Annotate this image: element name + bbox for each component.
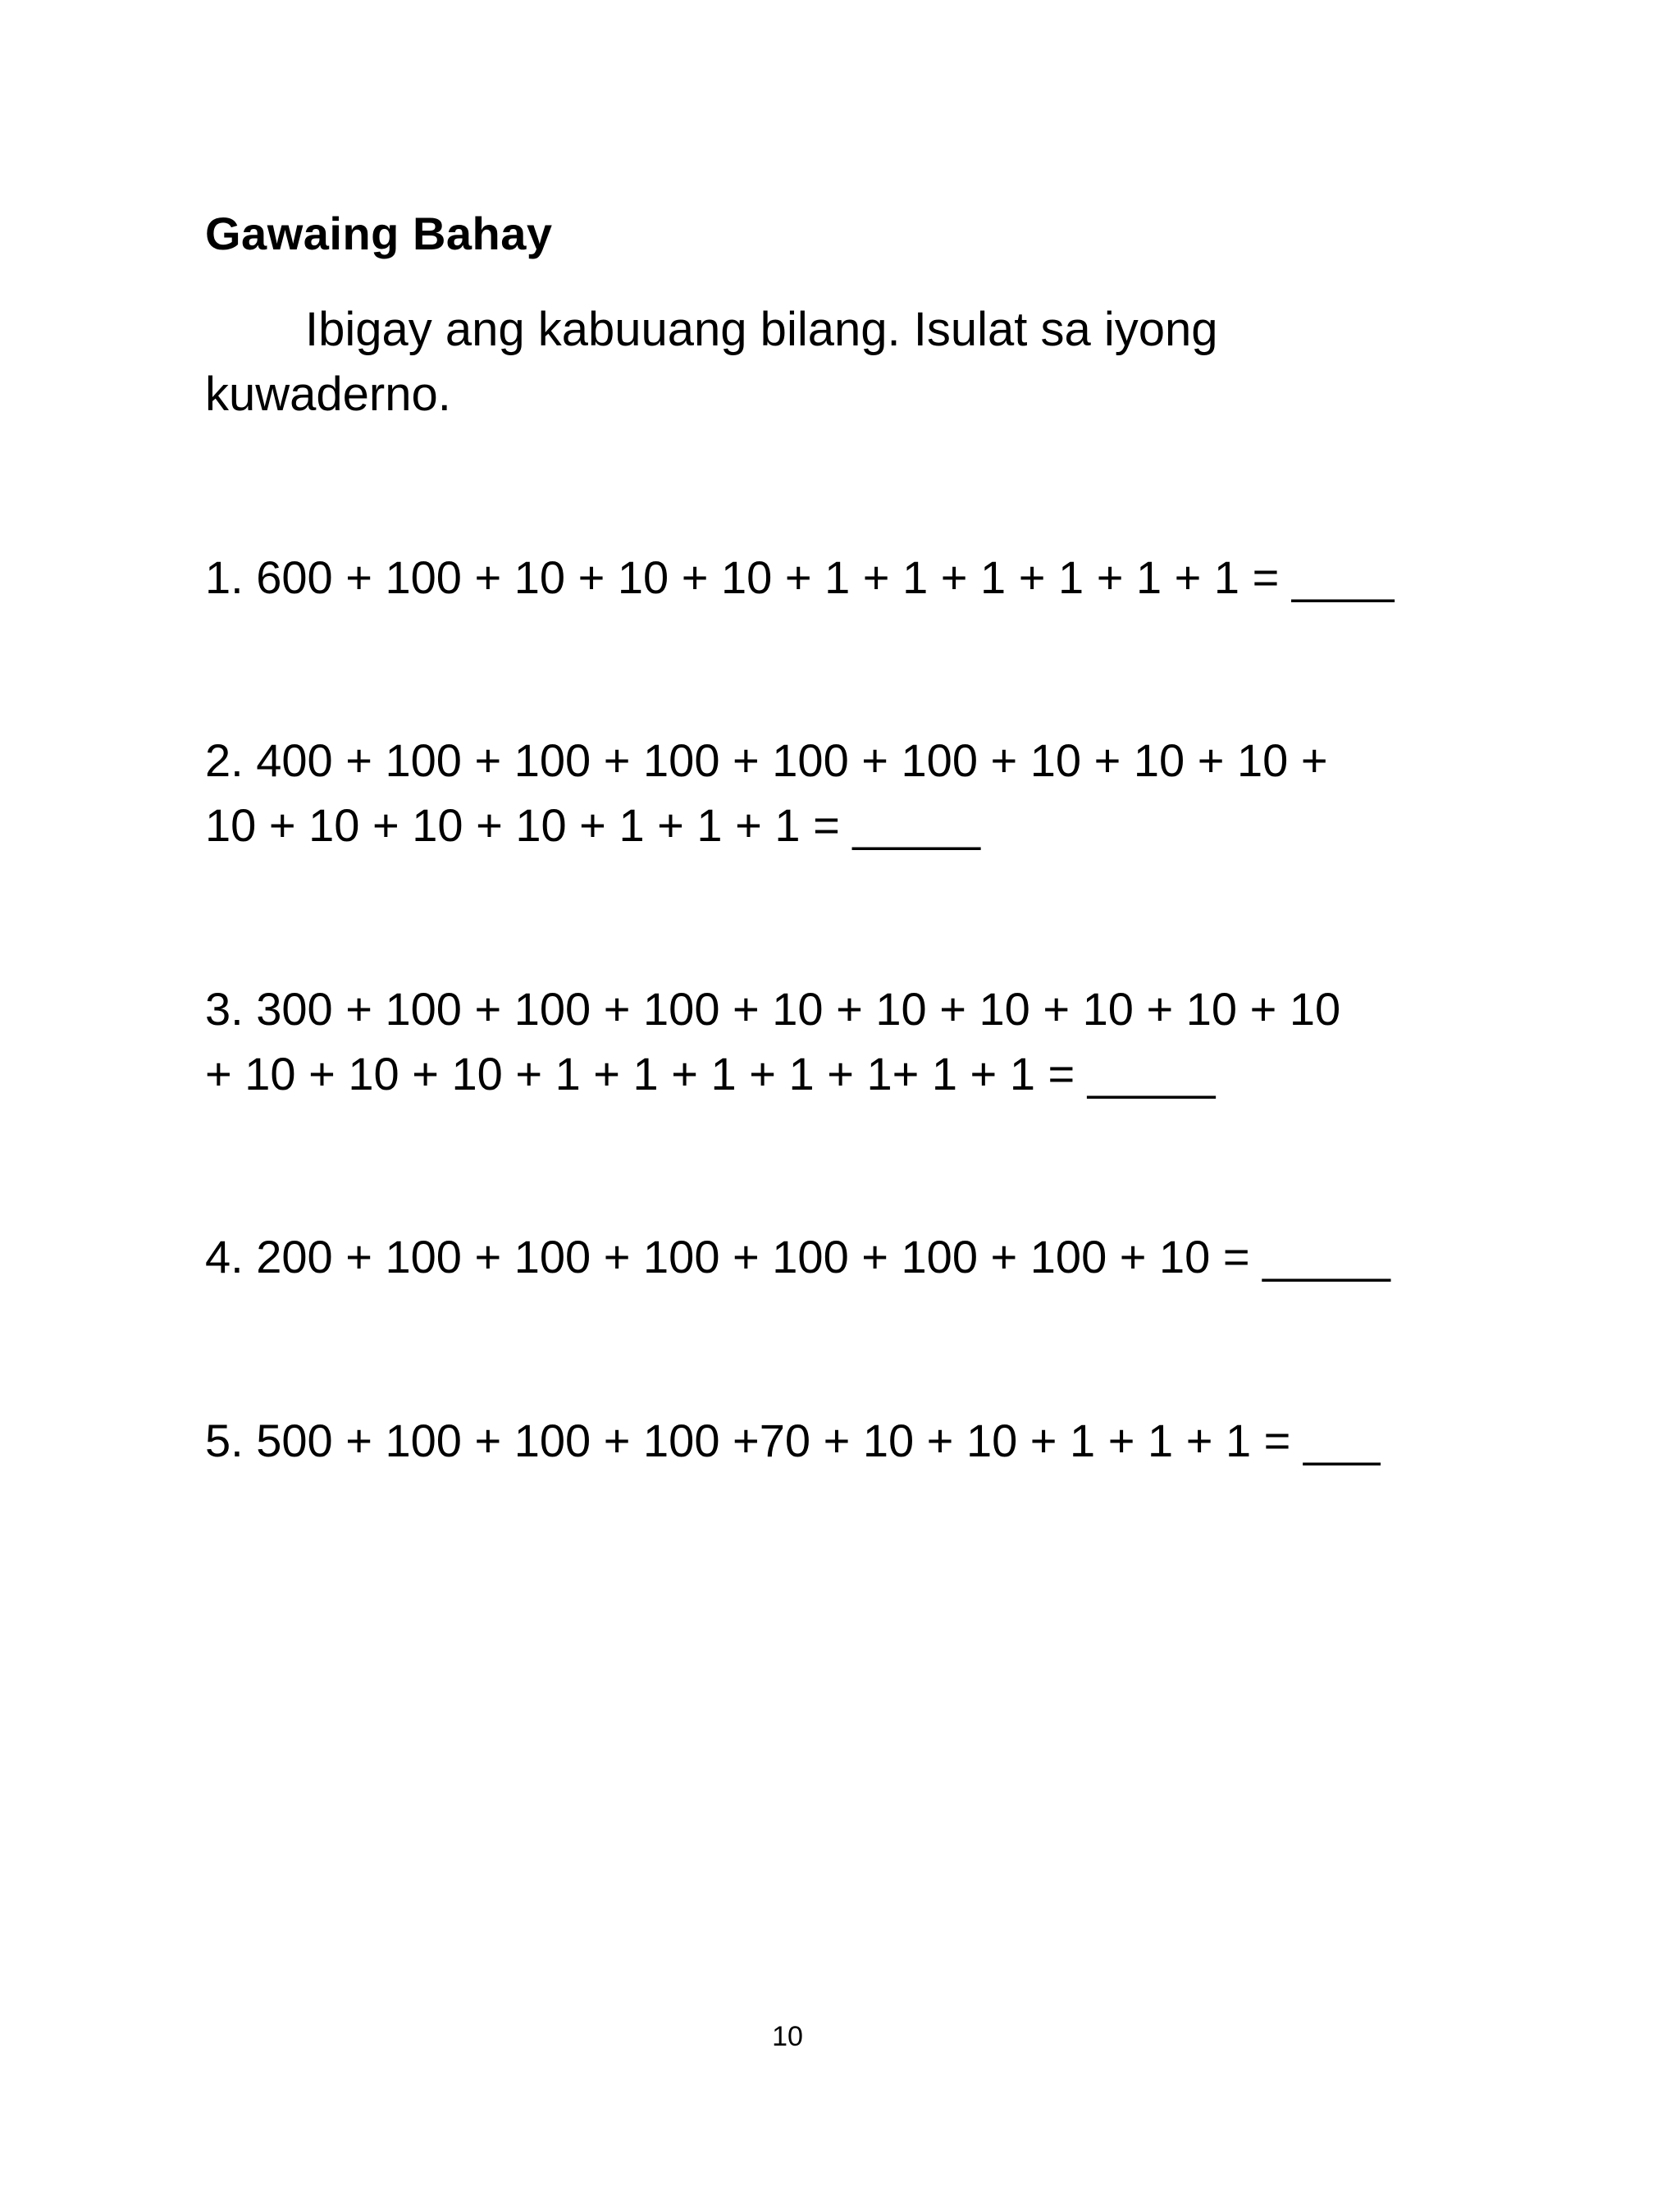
exercise-item-1	[205, 545, 1485, 610]
instructions	[205, 297, 1354, 427]
exercise-item-5-line-1: 5. 500 + 100 + 100 + 100 +70 + 10 + 10 + 1 + 1 + 1 = ___	[205, 1415, 1381, 1466]
exercise-item-2	[205, 728, 1485, 857]
exercise-item-2-line-1: 2. 400 + 100 + 100 + 100 + 100 + 100 + 10 + 10 + 10 +	[205, 734, 1328, 786]
page-number: 10	[772, 2021, 803, 2052]
exercise-item-4-line-1: 4. 200 + 100 + 100 + 100 + 100 + 100 + 100 + 10 = _____	[205, 1231, 1390, 1282]
page-title: Gawaing Bahay	[205, 208, 553, 259]
instructions-line-2: kuwaderno.	[205, 368, 451, 421]
exercise-item-5	[205, 1408, 1485, 1473]
exercise-item-3	[205, 976, 1485, 1106]
exercise-item-3-line-2: + 10 + 10 + 10 + 1 + 1 + 1 + 1 + 1+ 1 + 1 = _____	[205, 1048, 1216, 1100]
exercise-item-1-line-1: 1. 600 + 100 + 10 + 10 + 10 + 1 + 1 + 1 + 1 + 1 + 1 = ____	[205, 551, 1395, 603]
exercise-item-3-line-1: 3. 300 + 100 + 100 + 100 + 10 + 10 + 10 + 10 + 10 + 10	[205, 983, 1341, 1035]
exercise-item-4	[205, 1224, 1485, 1289]
exercise-item-2-line-2: 10 + 10 + 10 + 10 + 1 + 1 + 1 = _____	[205, 799, 981, 851]
instructions-line-1: Ibigay ang kabuuang bilang. Isulat sa iyong	[305, 303, 1218, 356]
